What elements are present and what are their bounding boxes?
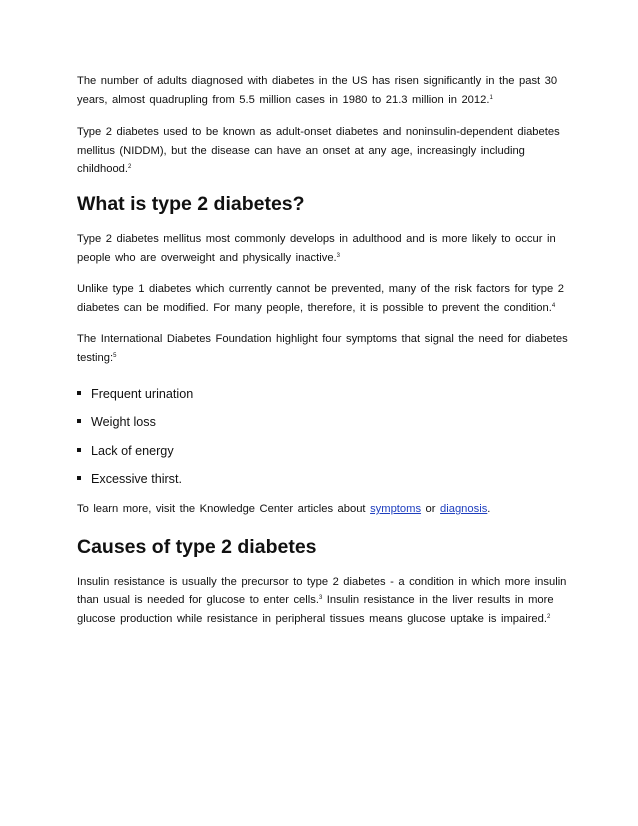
paragraph-text: Type 2 diabetes mellitus most commonly develops in adulthood and is more likely to occur in people who are overweight and physically inactive. <box>77 232 556 264</box>
bullet-square-icon <box>77 391 81 395</box>
paragraph-text: To learn more, visit the Knowledge Center articles about <box>77 502 371 515</box>
list-item <box>77 414 572 430</box>
list-item-label: Lack of energy <box>91 443 174 458</box>
list-item <box>77 471 572 487</box>
footnote-ref: 1 <box>489 94 493 101</box>
footnote-ref: 3 <box>318 595 323 602</box>
list-item-label: Frequent urination <box>91 386 194 401</box>
paragraph-text: Unlike type 1 diabetes which currently cannot be prevented, many of the risk factors for type 2 diabetes can be modified. For many people, therefore, it is possible to prevent the condition. <box>77 283 564 314</box>
footnote-ref: 2 <box>546 613 551 620</box>
paragraph-text: The number of adults diagnosed with diabetes in the US has risen significantly in the past 30 years, almost quadrupling from 5.5 million cases in 1980 to 21.3 million in 2012. <box>77 75 558 106</box>
heading-causes-of-type-2: Causes of type 2 diabetes <box>77 535 317 558</box>
paragraph-text: . <box>487 502 491 515</box>
paragraph-text: Insulin resistance in the liver results in more glucose production while resistance in peripheral tissues means glucose uptake is impaired. <box>77 594 554 625</box>
paragraph-development <box>77 230 572 267</box>
article-body <box>77 72 572 628</box>
footnote-ref: 3 <box>336 252 340 259</box>
bullet-square-icon <box>77 448 81 452</box>
symptoms-link[interactable]: symptoms <box>370 502 422 515</box>
heading-what-is-type-2: What is type 2 diabetes? <box>77 192 305 215</box>
paragraph-text: The International Diabetes Foundation highlight four symptoms that signal the need for diabetes testing: <box>77 333 568 364</box>
footnote-ref: 5 <box>113 352 117 359</box>
paragraph-text: Type 2 diabetes used to be known as adult-onset diabetes and noninsulin-dependent diabetes mellitus (NIDDM), but the disease can have an onset at any age, increasingly including childhood. <box>77 126 560 176</box>
bullet-square-icon <box>77 419 81 423</box>
paragraph-adult-diagnoses <box>77 72 572 109</box>
diagnosis-link[interactable]: diagnosis <box>440 502 488 515</box>
paragraph-prevention <box>77 280 572 317</box>
list-item-label: Weight loss <box>91 415 156 430</box>
paragraph-text: or <box>421 502 441 515</box>
footnote-ref: 2 <box>128 164 132 171</box>
paragraph-insulin-resistance <box>77 573 572 629</box>
paragraph-former-names <box>77 123 572 179</box>
list-item <box>77 443 572 459</box>
paragraph-learn-more <box>77 500 572 519</box>
list-item-label: Excessive thirst. <box>91 472 182 487</box>
symptoms-list <box>77 386 572 488</box>
paragraph-text: Insulin resistance is usually the precursor to type 2 diabetes - a condition in which more insulin than usual is needed for glucose to enter cells. <box>77 575 567 607</box>
paragraph-symptoms-intro <box>77 330 572 367</box>
footnote-ref: 4 <box>551 302 556 309</box>
list-item <box>77 386 572 402</box>
bullet-square-icon <box>77 476 81 480</box>
